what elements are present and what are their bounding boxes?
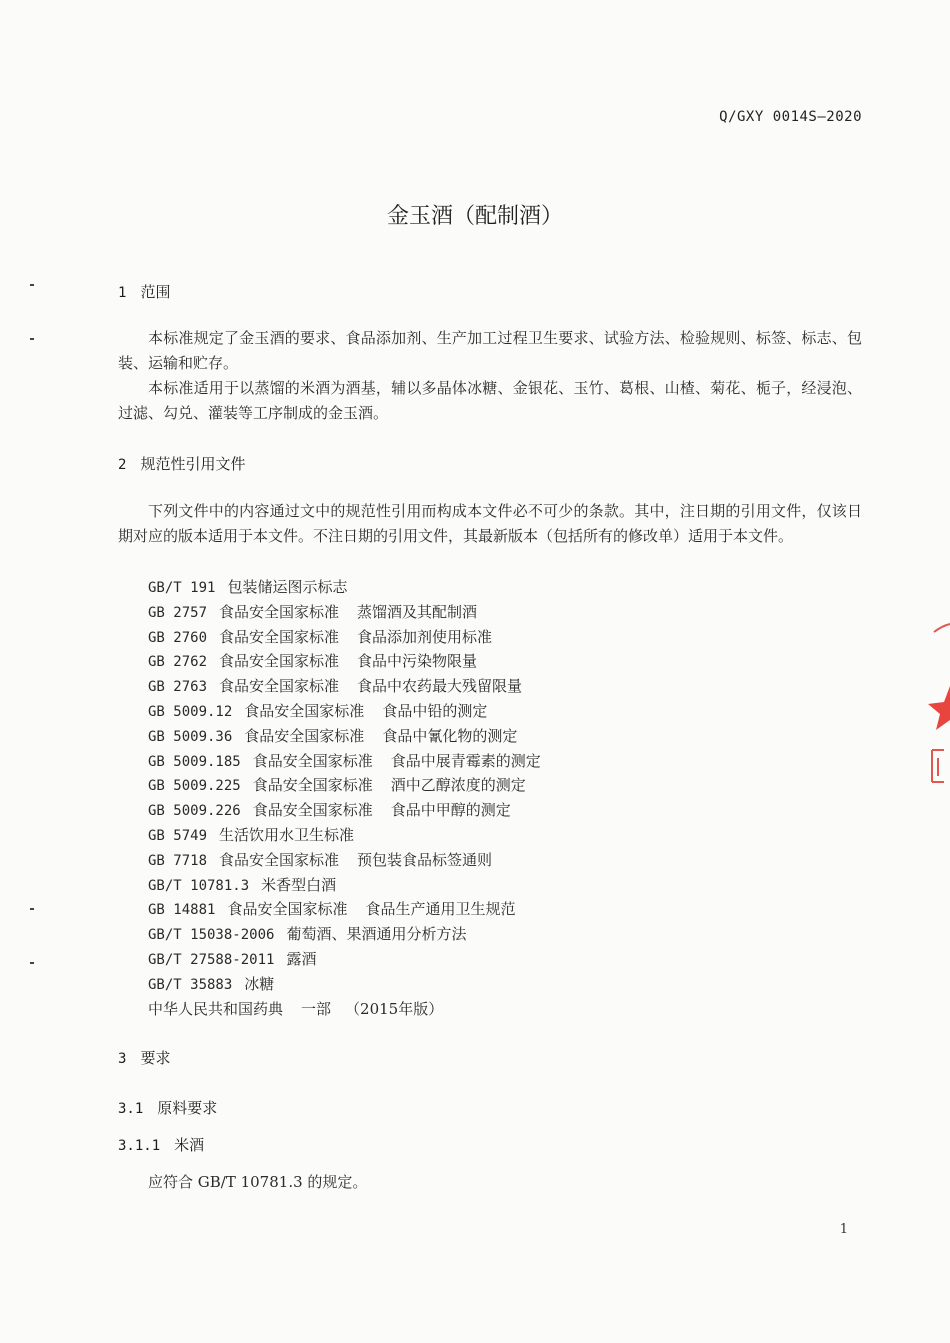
scope-paragraph-1: 本标准规定了金玉酒的要求、食品添加剂、生产加工过程卫生要求、试验方法、检验规则、标签、标志、包装、运输和贮存。 bbox=[118, 329, 862, 372]
reference-item bbox=[148, 897, 541, 922]
section-number: 1 bbox=[118, 285, 127, 301]
reference-item bbox=[148, 972, 541, 997]
reference-name: 食品安全国家标准 bbox=[244, 726, 365, 745]
reference-name: 食品安全国家标准 bbox=[219, 677, 340, 696]
reference-code: GB/T 35883 bbox=[148, 976, 233, 993]
section-title: 范围 bbox=[140, 283, 171, 301]
reference-name: 食品安全国家标准 bbox=[244, 701, 365, 720]
reference-list bbox=[148, 575, 541, 1021]
reference-item bbox=[148, 947, 541, 972]
reference-name: 食品安全国家标准 bbox=[227, 900, 348, 919]
scan-mark bbox=[30, 338, 34, 340]
reference-item bbox=[148, 699, 541, 724]
scan-mark bbox=[30, 908, 34, 910]
reference-item bbox=[148, 997, 541, 1022]
reference-name: 食品安全国家标准 bbox=[219, 602, 340, 621]
reference-name: 葡萄酒、果酒通用分析方法 bbox=[286, 925, 467, 944]
section-title: 规范性引用文件 bbox=[140, 455, 246, 473]
reference-name: 食品安全国家标准 bbox=[252, 751, 373, 770]
reference-subtitle: 食品中甲醇的测定 bbox=[390, 801, 511, 820]
seal-fragment bbox=[928, 610, 950, 800]
section-heading-requirements bbox=[118, 1047, 170, 1068]
reference-name: 冰糖 bbox=[244, 974, 275, 993]
section-heading-scope bbox=[118, 281, 170, 302]
reference-subtitle: 食品添加剂使用标准 bbox=[357, 627, 493, 646]
section-title: 原料要求 bbox=[157, 1099, 218, 1117]
reference-subtitle: 酒中乙醇浓度的测定 bbox=[390, 776, 526, 795]
section-heading-references bbox=[118, 453, 245, 474]
reference-code: GB 14881 bbox=[148, 902, 216, 919]
document-code: Q/GXY 0014S—2020 bbox=[719, 109, 862, 125]
reference-code: GB 5009.36 bbox=[148, 728, 233, 745]
section-number: 2 bbox=[118, 457, 127, 473]
reference-subtitle: 食品中农药最大残留限量 bbox=[357, 677, 523, 696]
reference-name: 食品安全国家标准 bbox=[219, 850, 340, 869]
section-number: 3 bbox=[118, 1051, 127, 1067]
reference-item bbox=[148, 798, 541, 823]
reference-subtitle: 食品中污染物限量 bbox=[357, 652, 478, 671]
reference-name: 米香型白酒 bbox=[261, 875, 337, 894]
subsection-heading-raw-materials bbox=[118, 1097, 217, 1118]
references-intro: 下列文件中的内容通过文中的规范性引用而构成本文件必不可少的条款。其中，注日期的引用文件，仅该日期对应的版本适用于本文件。不注日期的引用文件，其最新版本（包括所有的修改单）适用于本文件。 bbox=[118, 502, 862, 545]
section-number: 3.1.1 bbox=[118, 1138, 161, 1154]
reference-code: GB 2763 bbox=[148, 679, 208, 696]
reference-name: 食品安全国家标准 bbox=[252, 801, 373, 820]
reference-code: 中华人民共和国药典 bbox=[148, 999, 284, 1018]
reference-name: 食品安全国家标准 bbox=[219, 627, 340, 646]
reference-subtitle: 食品中展青霉素的测定 bbox=[390, 751, 541, 770]
reference-code: GB 5009.185 bbox=[148, 753, 241, 770]
reference-code: GB/T 27588-2011 bbox=[148, 951, 275, 968]
reference-name: 露酒 bbox=[286, 949, 317, 968]
reference-subtitle: （2015年版） bbox=[345, 999, 444, 1018]
scope-paragraph-2: 本标准适用于以蒸馏的米酒为酒基，辅以多晶体冰糖、金银花、玉竹、葛根、山楂、菊花、栀子，经浸泡、过滤、勾兑、灌装等工序制成的金玉酒。 bbox=[118, 379, 862, 422]
reference-code: GB 5009.226 bbox=[148, 803, 241, 820]
reference-item bbox=[148, 674, 541, 699]
reference-code: GB 5749 bbox=[148, 827, 208, 844]
reference-subtitle: 蒸馏酒及其配制酒 bbox=[357, 602, 478, 621]
reference-item bbox=[148, 922, 541, 947]
reference-item bbox=[148, 848, 541, 873]
reference-code: GB 2760 bbox=[148, 629, 208, 646]
reference-item bbox=[148, 600, 541, 625]
reference-code: GB 7718 bbox=[148, 852, 208, 869]
scan-mark bbox=[30, 962, 34, 964]
reference-code: GB/T 191 bbox=[148, 580, 216, 596]
reference-item bbox=[148, 823, 541, 848]
reference-item bbox=[148, 873, 541, 898]
reference-code: GB/T 10781.3 bbox=[148, 877, 250, 894]
reference-subtitle: 食品中氰化物的测定 bbox=[382, 726, 518, 745]
reference-code: GB 5009.225 bbox=[148, 778, 241, 795]
scan-mark bbox=[30, 284, 34, 286]
reference-subtitle: 食品中铅的测定 bbox=[382, 701, 488, 720]
document-title: 金玉酒（配制酒） bbox=[386, 204, 563, 229]
section-title: 米酒 bbox=[174, 1136, 205, 1154]
reference-code: GB 2762 bbox=[148, 654, 208, 671]
reference-code: GB/T 15038-2006 bbox=[148, 927, 275, 944]
reference-item bbox=[148, 773, 541, 798]
section-title: 要求 bbox=[140, 1049, 171, 1067]
reference-code: GB 5009.12 bbox=[148, 703, 233, 720]
reference-name: 一部 bbox=[301, 999, 332, 1018]
page-number: 1 bbox=[839, 1222, 848, 1237]
reference-name: 包装储运图示标志 bbox=[227, 578, 348, 596]
reference-subtitle: 预包装食品标签通则 bbox=[357, 850, 493, 869]
reference-name: 食品安全国家标准 bbox=[219, 652, 340, 671]
reference-name: 食品安全国家标准 bbox=[252, 776, 373, 795]
reference-item bbox=[148, 625, 541, 650]
reference-name: 生活饮用水卫生标准 bbox=[219, 825, 355, 844]
reference-item bbox=[148, 724, 541, 749]
subsection-heading-rice-wine bbox=[118, 1134, 204, 1155]
reference-subtitle: 食品生产通用卫生规范 bbox=[365, 900, 516, 919]
reference-item bbox=[148, 649, 541, 674]
reference-item bbox=[148, 749, 541, 774]
reference-code: GB 2757 bbox=[148, 604, 208, 621]
rice-wine-requirement: 应符合 GB/T 10781.3 的规定。 bbox=[148, 1173, 368, 1191]
section-number: 3.1 bbox=[118, 1101, 144, 1117]
reference-item bbox=[148, 575, 541, 600]
